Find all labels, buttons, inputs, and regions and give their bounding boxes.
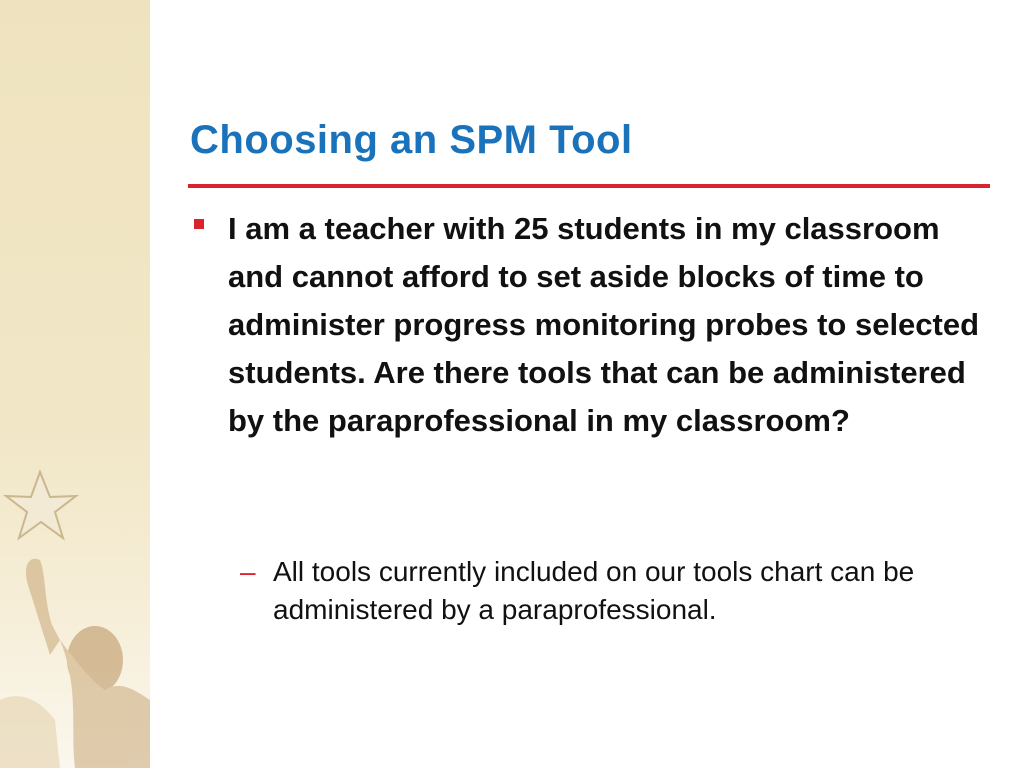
bullet-square-icon <box>194 219 204 229</box>
title-divider <box>188 184 990 188</box>
decorative-sidebar <box>0 0 150 768</box>
child-photo <box>0 559 150 768</box>
sub-bullet-text: All tools currently included on our tools chart can be administered by a paraprofessional. <box>273 556 915 625</box>
main-bullet-text: I am a teacher with 25 students in my classroom and cannot afford to set aside blocks of time to administer progress monitoring probes to selected students. Are there tools that can be administered by the paraprofessional in my classroom? <box>228 211 980 438</box>
main-bullet <box>190 205 980 445</box>
sub-bullet-dash: – <box>240 556 256 587</box>
sub-bullet <box>240 553 980 629</box>
slide-title: Choosing an SPM Tool <box>190 118 633 162</box>
sidebar-illustration <box>0 0 150 768</box>
star-icon <box>6 472 76 538</box>
